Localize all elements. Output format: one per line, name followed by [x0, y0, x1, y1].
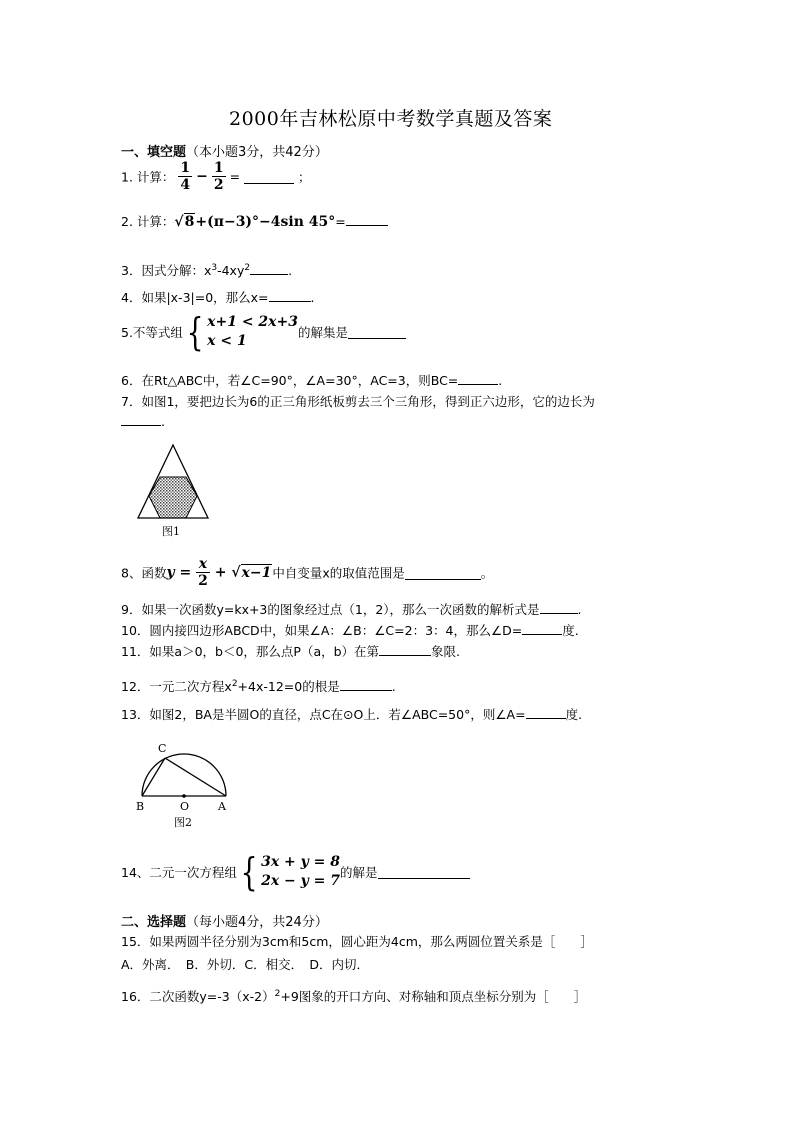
equals-sign: = [335, 214, 346, 229]
figure-1-triangle-hexagon [136, 442, 212, 542]
variable-y: y [166, 564, 175, 581]
left-brace: { [240, 850, 258, 894]
figure-2-semicircle [132, 738, 232, 830]
equals-sign: = [174, 564, 197, 581]
question-11 [121, 642, 460, 660]
question-9 [121, 600, 582, 618]
denominator: 2 [198, 573, 208, 589]
question-text: 5.不等式组 [121, 325, 183, 340]
question-16 [121, 987, 586, 1005]
exponent: 2 [244, 262, 251, 273]
question-8 [121, 556, 493, 589]
question-text: 12．一元二次方程x [121, 679, 232, 694]
inequality-system [207, 313, 298, 351]
question-13 [121, 705, 582, 723]
answer-blank [522, 621, 562, 635]
exponent: 2 [231, 678, 238, 689]
question-text: 15．如果两圆半径分别为3cm和5cm，圆心距为4cm，那么两圆位置关系是［ ］ [121, 934, 593, 949]
numerator: 1 [213, 160, 224, 176]
question-text: +9图象的开口方向、对称轴和顶点坐标分别为［ ］ [280, 989, 587, 1004]
question-text: 的解集是 [297, 325, 348, 340]
question-15-options [121, 955, 369, 973]
answer-blank [379, 642, 431, 656]
question-7-answer-line [121, 412, 165, 429]
answer-blank [405, 566, 481, 580]
figure-caption: 图1 [162, 525, 180, 538]
question-tail: . [577, 602, 582, 617]
answer-blank [458, 371, 498, 385]
question-tail: 度. [565, 707, 583, 722]
question-tail: . [161, 414, 165, 429]
question-text: 8、函数 [121, 565, 167, 581]
answer-blank [250, 261, 288, 275]
question-text: 11．如果a＞0，b＜0，那么点P（a，b）在第 [121, 644, 380, 659]
figure-caption: 图2 [174, 816, 192, 829]
exponent: 2 [274, 988, 281, 999]
section-title: 二、选择题 [121, 915, 187, 930]
label-b: B [136, 800, 145, 813]
question-7 [121, 392, 595, 410]
chord-bc [142, 758, 165, 796]
question-text: 中自变量x的取值范围是 [272, 565, 405, 581]
section-note: （每小题4分，共24分） [186, 915, 328, 930]
answer-blank [244, 170, 294, 184]
center-point [182, 794, 186, 798]
question-number: 1. 计算： [121, 169, 175, 185]
fraction [196, 556, 210, 589]
question-number: 2. 计算： [121, 214, 175, 229]
question-text: 9．如果一次函数y=kx+3的图象经过点（1，2），那么一次函数的解析式是 [121, 602, 540, 617]
operator: − [196, 168, 208, 185]
plus-sign: + [209, 564, 232, 581]
label-c: C [158, 742, 167, 755]
equation-system [261, 853, 340, 891]
question-14 [121, 850, 470, 894]
question-text: 7．如图1，要把边长为6的正三角形纸板剪去三个三角形，得到正六边形，它的边长为 [121, 394, 595, 409]
answer-blank [340, 677, 392, 691]
equation-line: 2x − y = 7 [261, 873, 341, 889]
label-a: A [218, 800, 226, 813]
fraction [178, 160, 192, 193]
answer-blank [269, 288, 311, 302]
chord-ca [165, 758, 226, 796]
question-2 [121, 212, 388, 230]
section-heading-fill-in [121, 141, 328, 160]
question-4 [121, 288, 315, 306]
left-brace: { [186, 310, 204, 354]
inequality-line: x+1 < 2x+3 [207, 314, 298, 330]
section-note: （本小题3分，共42分） [186, 145, 328, 160]
numerator: 1 [180, 160, 191, 176]
question-tail: ； [298, 169, 311, 185]
question-text: 10．圆内接四边形ABCD中，如果∠A：∠B：∠C=2：3：4，那么∠D= [121, 623, 523, 638]
question-12 [121, 677, 396, 695]
radicand: x−1 [241, 564, 272, 581]
section-heading-choice [121, 911, 328, 930]
question-text: 3．因式分解：x [121, 263, 212, 278]
answer-blank [348, 325, 406, 339]
question-tail: . [288, 263, 293, 278]
sqrt-sign: √ [174, 214, 184, 230]
denominator: 4 [180, 177, 191, 193]
question-text: 的解是 [340, 865, 378, 880]
question-1 [121, 160, 311, 193]
answer-options: A．外离． B．外切．C．相交． D．内切． [121, 957, 369, 972]
question-text: 16．二次函数y=-3（x-2） [121, 989, 275, 1004]
fraction [212, 160, 226, 193]
question-text: 13．如图2，BA是半圆O的直径，点C在⊙O上．若∠ABC=50°，则∠A= [121, 707, 526, 722]
equation-line: 3x + y = 8 [261, 854, 341, 870]
expression: +(π−3)°−4sin 45° [195, 214, 336, 230]
question-tail: 。 [480, 565, 494, 581]
question-tail: . [310, 290, 315, 305]
question-tail: . [391, 679, 396, 694]
question-text: +4x-12=0的根是 [237, 679, 340, 694]
radicand: 8 [184, 214, 195, 230]
hexagon-shape [149, 477, 197, 518]
question-10 [121, 621, 579, 639]
sqrt-sign: √ [231, 564, 241, 581]
answer-blank [526, 705, 566, 719]
equals-sign: = [229, 169, 241, 184]
question-tail: 度. [562, 623, 579, 638]
label-o: O [180, 800, 190, 813]
denominator: 2 [213, 177, 224, 193]
question-text: 14、二元一次方程组 [121, 865, 237, 880]
question-5 [121, 310, 406, 354]
question-3 [121, 261, 292, 279]
section-title: 一、填空题 [121, 145, 187, 160]
question-text: -4xy [217, 263, 245, 278]
answer-blank [346, 212, 388, 226]
answer-blank [378, 865, 470, 879]
answer-blank [121, 412, 161, 426]
question-text: 6．在Rt△ABC中，若∠C=90°，∠A=30°，AC=3，则BC= [121, 373, 459, 388]
answer-blank [540, 600, 578, 614]
question-text: 4．如果|x-3|=0，那么x= [121, 290, 269, 305]
page-title: 2000年吉林松原中考数学真题及答案 [229, 108, 553, 130]
question-tail: 象限. [431, 644, 461, 659]
question-tail: . [498, 373, 503, 388]
question-6 [121, 371, 502, 389]
inequality-line: x < 1 [207, 333, 247, 349]
question-15 [121, 932, 593, 950]
exponent: 3 [211, 262, 218, 273]
numerator: x [196, 556, 210, 573]
